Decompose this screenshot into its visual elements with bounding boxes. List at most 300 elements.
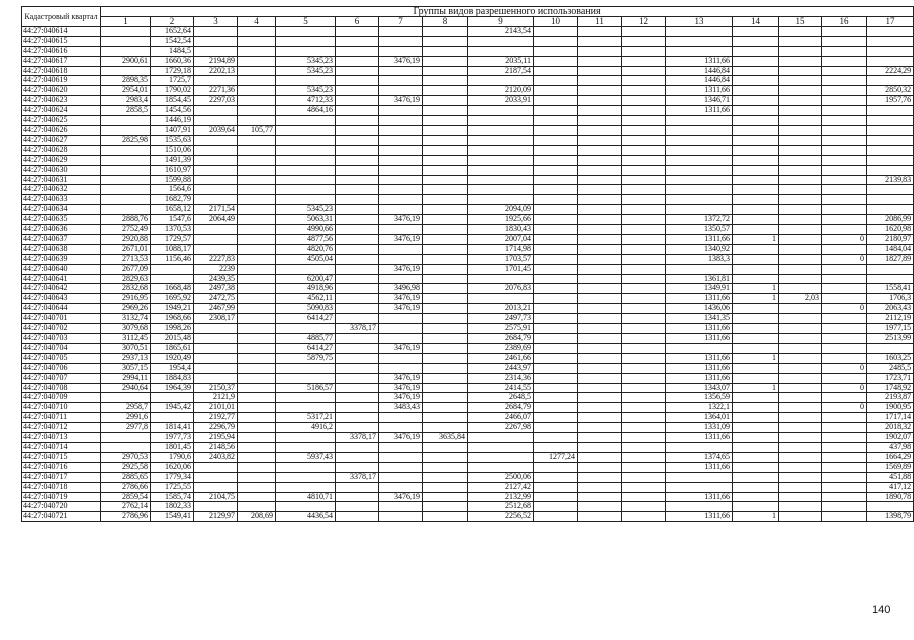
kadastr-cell: 44:27:040625 [22, 116, 101, 126]
value-cell-col-10 [534, 373, 578, 383]
value-cell-col-8 [423, 86, 468, 96]
kadastr-cell: 44:27:040718 [22, 482, 101, 492]
value-cell-col-10 [534, 304, 578, 314]
value-cell-col-13: 1311,66 [666, 373, 733, 383]
value-cell-col-10 [534, 175, 578, 185]
value-cell-col-1: 2937,13 [101, 353, 151, 363]
value-cell-col-9: 2414,55 [468, 383, 534, 393]
value-cell-col-6 [336, 195, 379, 205]
value-cell-col-6: 3378,17 [336, 324, 379, 334]
value-cell-col-9: 2120,09 [468, 86, 534, 96]
value-cell-col-14 [733, 413, 779, 423]
value-cell-col-10 [534, 462, 578, 472]
value-cell-col-7 [379, 46, 423, 56]
value-cell-col-12 [622, 185, 666, 195]
value-cell-col-15 [779, 76, 822, 86]
value-cell-col-15 [779, 334, 822, 344]
value-cell-col-1: 2677,09 [101, 264, 151, 274]
table-body [22, 26, 914, 521]
value-cell-col-10 [534, 116, 578, 126]
value-cell-col-11 [578, 492, 622, 502]
value-cell-col-15 [779, 195, 822, 205]
value-cell-col-7 [379, 274, 423, 284]
value-cell-col-10 [534, 195, 578, 205]
value-cell-col-8 [423, 26, 468, 36]
value-cell-col-17 [867, 76, 914, 86]
value-cell-col-15 [779, 452, 822, 462]
value-cell-col-10 [534, 492, 578, 502]
value-cell-col-13: 1311,66 [666, 363, 733, 373]
value-cell-col-13: 1311,66 [666, 462, 733, 472]
value-cell-col-4 [238, 363, 276, 373]
value-cell-col-1 [101, 145, 151, 155]
value-cell-col-14 [733, 304, 779, 314]
value-cell-col-11 [578, 215, 622, 225]
value-cell-col-13: 1311,66 [666, 334, 733, 344]
value-cell-col-1: 3112,45 [101, 334, 151, 344]
value-cell-col-15 [779, 86, 822, 96]
table-row [22, 502, 914, 512]
value-cell-col-6 [336, 66, 379, 76]
value-cell-col-7 [379, 423, 423, 433]
value-cell-col-11 [578, 314, 622, 324]
value-cell-col-14 [733, 502, 779, 512]
value-cell-col-6 [336, 234, 379, 244]
value-cell-col-17: 1664,29 [867, 452, 914, 462]
value-cell-col-9: 2035,11 [468, 56, 534, 66]
value-cell-col-16 [822, 343, 867, 353]
value-cell-col-12 [622, 36, 666, 46]
value-cell-col-6 [336, 413, 379, 423]
value-cell-col-14 [733, 254, 779, 264]
value-cell-col-5 [276, 433, 336, 443]
value-cell-col-10 [534, 205, 578, 215]
value-cell-col-16: 0 [822, 403, 867, 413]
value-cell-col-5 [276, 165, 336, 175]
value-cell-col-11 [578, 116, 622, 126]
value-cell-col-14 [733, 393, 779, 403]
value-cell-col-2 [151, 274, 194, 284]
value-cell-col-6 [336, 383, 379, 393]
value-cell-col-2 [151, 264, 194, 274]
value-cell-col-11 [578, 234, 622, 244]
value-cell-col-13 [666, 442, 733, 452]
value-cell-col-4 [238, 274, 276, 284]
table-row [22, 433, 914, 443]
value-cell-col-16 [822, 482, 867, 492]
value-cell-col-12 [622, 106, 666, 116]
value-cell-col-6 [336, 314, 379, 324]
value-cell-col-6 [336, 205, 379, 215]
value-cell-col-12 [622, 274, 666, 284]
value-cell-col-8 [423, 175, 468, 185]
value-cell-col-9: 2127,42 [468, 482, 534, 492]
value-cell-col-16: 0 [822, 363, 867, 373]
value-cell-col-10 [534, 264, 578, 274]
value-cell-col-4 [238, 413, 276, 423]
value-cell-col-13 [666, 185, 733, 195]
value-cell-col-17: 1902,07 [867, 433, 914, 443]
value-cell-col-6 [336, 26, 379, 36]
value-cell-col-12 [622, 343, 666, 353]
value-cell-col-3 [194, 155, 238, 165]
value-cell-col-12 [622, 512, 666, 522]
value-cell-col-5: 4820,76 [276, 244, 336, 254]
value-cell-col-4 [238, 116, 276, 126]
value-cell-col-12 [622, 205, 666, 215]
value-cell-col-8 [423, 492, 468, 502]
value-cell-col-7: 3496,98 [379, 284, 423, 294]
value-cell-col-7 [379, 254, 423, 264]
value-cell-col-16 [822, 512, 867, 522]
value-cell-col-7 [379, 452, 423, 462]
value-cell-col-9 [468, 175, 534, 185]
value-cell-col-7: 3476,19 [379, 343, 423, 353]
value-cell-col-12 [622, 234, 666, 244]
value-cell-col-17 [867, 502, 914, 512]
value-cell-col-7: 3476,19 [379, 96, 423, 106]
value-cell-col-10 [534, 413, 578, 423]
value-cell-col-10 [534, 423, 578, 433]
value-cell-col-10 [534, 482, 578, 492]
value-cell-col-14 [733, 462, 779, 472]
kadastr-cell: 44:27:040627 [22, 135, 101, 145]
value-cell-col-3: 2150,37 [194, 383, 238, 393]
table-row [22, 225, 914, 235]
value-cell-col-15 [779, 433, 822, 443]
value-cell-col-17: 1706,3 [867, 294, 914, 304]
value-cell-col-5: 6200,47 [276, 274, 336, 284]
value-cell-col-11 [578, 403, 622, 413]
value-cell-col-15 [779, 472, 822, 482]
value-cell-col-3: 2297,03 [194, 96, 238, 106]
value-cell-col-9 [468, 116, 534, 126]
value-cell-col-9: 2094,09 [468, 205, 534, 215]
value-cell-col-10 [534, 403, 578, 413]
kadastr-cell: 44:27:040638 [22, 244, 101, 254]
value-cell-col-14 [733, 264, 779, 274]
value-cell-col-2: 1446,19 [151, 116, 194, 126]
value-cell-col-6 [336, 106, 379, 116]
value-cell-col-8 [423, 294, 468, 304]
value-cell-col-3: 2039,64 [194, 125, 238, 135]
value-cell-col-3: 2227,83 [194, 254, 238, 264]
value-cell-col-2: 1542,54 [151, 36, 194, 46]
value-cell-col-8 [423, 225, 468, 235]
value-cell-col-7 [379, 324, 423, 334]
value-cell-col-4 [238, 86, 276, 96]
value-cell-col-7: 3476,19 [379, 492, 423, 502]
value-cell-col-10 [534, 294, 578, 304]
table-row [22, 363, 914, 373]
value-cell-col-10 [534, 512, 578, 522]
value-cell-col-13 [666, 125, 733, 135]
value-cell-col-8 [423, 423, 468, 433]
value-cell-col-14 [733, 314, 779, 324]
value-cell-col-16 [822, 225, 867, 235]
value-cell-col-14 [733, 125, 779, 135]
value-cell-col-4 [238, 185, 276, 195]
value-cell-col-8 [423, 314, 468, 324]
column-number-6: 6 [336, 17, 379, 27]
value-cell-col-15 [779, 492, 822, 502]
value-cell-col-9 [468, 106, 534, 116]
value-cell-col-6 [336, 36, 379, 46]
value-cell-col-4 [238, 244, 276, 254]
value-cell-col-17 [867, 264, 914, 274]
value-cell-col-1 [101, 393, 151, 403]
value-cell-col-6 [336, 254, 379, 264]
value-cell-col-4 [238, 215, 276, 225]
value-cell-col-17 [867, 185, 914, 195]
value-cell-col-7 [379, 116, 423, 126]
value-cell-col-12 [622, 195, 666, 205]
value-cell-col-10 [534, 502, 578, 512]
value-cell-col-16 [822, 244, 867, 254]
value-cell-col-10 [534, 433, 578, 443]
value-cell-col-17: 1620,98 [867, 225, 914, 235]
value-cell-col-13: 1364,01 [666, 413, 733, 423]
table-row [22, 175, 914, 185]
value-cell-col-1 [101, 205, 151, 215]
value-cell-col-1 [101, 155, 151, 165]
value-cell-col-3 [194, 324, 238, 334]
value-cell-col-17: 2224,29 [867, 66, 914, 76]
value-cell-col-5 [276, 116, 336, 126]
value-cell-col-6 [336, 304, 379, 314]
value-cell-col-7 [379, 106, 423, 116]
kadastr-cell: 44:27:040714 [22, 442, 101, 452]
value-cell-col-7: 3476,19 [379, 234, 423, 244]
value-cell-col-1: 2825,98 [101, 135, 151, 145]
value-cell-col-2: 1729,57 [151, 234, 194, 244]
value-cell-col-4 [238, 294, 276, 304]
value-cell-col-3 [194, 244, 238, 254]
table-row [22, 125, 914, 135]
column-number-13: 13 [666, 17, 733, 27]
value-cell-col-16 [822, 314, 867, 324]
value-cell-col-14 [733, 66, 779, 76]
value-cell-col-16 [822, 165, 867, 175]
value-cell-col-11 [578, 294, 622, 304]
value-cell-col-1 [101, 165, 151, 175]
value-cell-col-5: 4436,54 [276, 512, 336, 522]
value-cell-col-14: 1 [733, 383, 779, 393]
table-row [22, 215, 914, 225]
value-cell-col-8 [423, 413, 468, 423]
value-cell-col-4 [238, 36, 276, 46]
value-cell-col-3 [194, 343, 238, 353]
kadastr-cell: 44:27:040617 [22, 56, 101, 66]
value-cell-col-9: 2143,54 [468, 26, 534, 36]
value-cell-col-14 [733, 403, 779, 413]
value-cell-col-13: 1311,66 [666, 353, 733, 363]
value-cell-col-12 [622, 314, 666, 324]
value-cell-col-13 [666, 155, 733, 165]
value-cell-col-13 [666, 116, 733, 126]
value-cell-col-11 [578, 373, 622, 383]
value-cell-col-15 [779, 96, 822, 106]
value-cell-col-5: 5317,21 [276, 413, 336, 423]
value-cell-col-3: 2148,56 [194, 442, 238, 452]
value-cell-col-3 [194, 106, 238, 116]
value-cell-col-14: 1 [733, 284, 779, 294]
value-cell-col-9: 2466,07 [468, 413, 534, 423]
value-cell-col-10 [534, 225, 578, 235]
value-cell-col-5 [276, 155, 336, 165]
value-cell-col-2: 1668,48 [151, 284, 194, 294]
value-cell-col-4 [238, 334, 276, 344]
value-cell-col-12 [622, 442, 666, 452]
value-cell-col-7 [379, 185, 423, 195]
table-row [22, 423, 914, 433]
table-row [22, 314, 914, 324]
value-cell-col-6 [336, 373, 379, 383]
value-cell-col-3 [194, 363, 238, 373]
value-cell-col-4 [238, 433, 276, 443]
table-row [22, 26, 914, 36]
value-cell-col-16 [822, 125, 867, 135]
value-cell-col-6 [336, 155, 379, 165]
value-cell-col-7: 3476,19 [379, 373, 423, 383]
value-cell-col-16 [822, 324, 867, 334]
table-row [22, 86, 914, 96]
value-cell-col-2: 1585,74 [151, 492, 194, 502]
table-row [22, 442, 914, 452]
value-cell-col-6 [336, 264, 379, 274]
value-cell-col-4 [238, 492, 276, 502]
value-cell-col-7 [379, 155, 423, 165]
value-cell-col-11 [578, 205, 622, 215]
value-cell-col-9 [468, 462, 534, 472]
value-cell-col-2: 1884,83 [151, 373, 194, 383]
value-cell-col-1: 2762,14 [101, 502, 151, 512]
value-cell-col-15 [779, 383, 822, 393]
kadastr-cell: 44:27:040701 [22, 314, 101, 324]
value-cell-col-17 [867, 274, 914, 284]
value-cell-col-2: 1658,12 [151, 205, 194, 215]
value-cell-col-11 [578, 145, 622, 155]
value-cell-col-14 [733, 116, 779, 126]
value-cell-col-9: 1830,43 [468, 225, 534, 235]
value-cell-col-7 [379, 462, 423, 472]
value-cell-col-14 [733, 56, 779, 66]
value-cell-col-14 [733, 165, 779, 175]
value-cell-col-14 [733, 195, 779, 205]
value-cell-col-12 [622, 46, 666, 56]
kadastr-cell: 44:27:040640 [22, 264, 101, 274]
value-cell-col-16 [822, 86, 867, 96]
table-row [22, 234, 914, 244]
value-cell-col-16: 0 [822, 304, 867, 314]
value-cell-col-14 [733, 452, 779, 462]
column-number-17: 17 [867, 17, 914, 27]
value-cell-col-7 [379, 66, 423, 76]
value-cell-col-4 [238, 56, 276, 66]
value-cell-col-12 [622, 482, 666, 492]
column-header-kadastr: Кадастровый квартал [22, 7, 101, 27]
value-cell-col-6 [336, 215, 379, 225]
value-cell-col-8 [423, 284, 468, 294]
value-cell-col-15 [779, 343, 822, 353]
value-cell-col-6 [336, 56, 379, 66]
value-cell-col-7: 3476,19 [379, 433, 423, 443]
value-cell-col-8 [423, 234, 468, 244]
kadastr-cell: 44:27:040630 [22, 165, 101, 175]
value-cell-col-15 [779, 125, 822, 135]
value-cell-col-11 [578, 304, 622, 314]
value-cell-col-9 [468, 135, 534, 145]
value-cell-col-6: 3378,17 [336, 472, 379, 482]
value-cell-col-9: 2684,79 [468, 334, 534, 344]
value-cell-col-16 [822, 334, 867, 344]
value-cell-col-10 [534, 334, 578, 344]
value-cell-col-3: 2195,94 [194, 433, 238, 443]
value-cell-col-13: 1311,66 [666, 86, 733, 96]
value-cell-col-5 [276, 76, 336, 86]
value-cell-col-16 [822, 492, 867, 502]
value-cell-col-15 [779, 66, 822, 76]
value-cell-col-2: 1510,06 [151, 145, 194, 155]
value-cell-col-1 [101, 66, 151, 76]
value-cell-col-4 [238, 393, 276, 403]
value-cell-col-2: 1854,45 [151, 96, 194, 106]
value-cell-col-16 [822, 264, 867, 274]
kadastr-cell: 44:27:040709 [22, 393, 101, 403]
value-cell-col-12 [622, 26, 666, 36]
value-cell-col-3: 2308,17 [194, 314, 238, 324]
value-cell-col-5: 6414,27 [276, 314, 336, 324]
value-cell-col-13: 1322,1 [666, 403, 733, 413]
kadastr-cell: 44:27:040635 [22, 215, 101, 225]
kadastr-cell: 44:27:040631 [22, 175, 101, 185]
value-cell-col-1 [101, 46, 151, 56]
value-cell-col-5: 5186,57 [276, 383, 336, 393]
value-cell-col-3: 2497,38 [194, 284, 238, 294]
value-cell-col-5: 4990,66 [276, 225, 336, 235]
value-cell-col-2: 1547,6 [151, 215, 194, 225]
value-cell-col-7: 3476,19 [379, 304, 423, 314]
value-cell-col-8 [423, 452, 468, 462]
value-cell-col-14: 1 [733, 353, 779, 363]
value-cell-col-13 [666, 165, 733, 175]
value-cell-col-2: 1660,36 [151, 56, 194, 66]
value-cell-col-4 [238, 225, 276, 235]
value-cell-col-3 [194, 116, 238, 126]
value-cell-col-13: 1311,66 [666, 234, 733, 244]
value-cell-col-17: 2139,83 [867, 175, 914, 185]
column-number-1: 1 [101, 17, 151, 27]
value-cell-col-4 [238, 452, 276, 462]
value-cell-col-15 [779, 155, 822, 165]
value-cell-col-16 [822, 46, 867, 56]
value-cell-col-11 [578, 264, 622, 274]
value-cell-col-8 [423, 324, 468, 334]
value-cell-col-2: 1954,4 [151, 363, 194, 373]
value-cell-col-1: 3132,74 [101, 314, 151, 324]
value-cell-col-17: 1957,76 [867, 96, 914, 106]
value-cell-col-5: 6414,27 [276, 343, 336, 353]
value-cell-col-1: 2983,4 [101, 96, 151, 106]
value-cell-col-11 [578, 106, 622, 116]
header-row-numbers [22, 17, 914, 27]
value-cell-col-1 [101, 36, 151, 46]
value-cell-col-1 [101, 195, 151, 205]
value-cell-col-2: 1491,39 [151, 155, 194, 165]
value-cell-col-11 [578, 442, 622, 452]
value-cell-col-3 [194, 472, 238, 482]
value-cell-col-9 [468, 145, 534, 155]
